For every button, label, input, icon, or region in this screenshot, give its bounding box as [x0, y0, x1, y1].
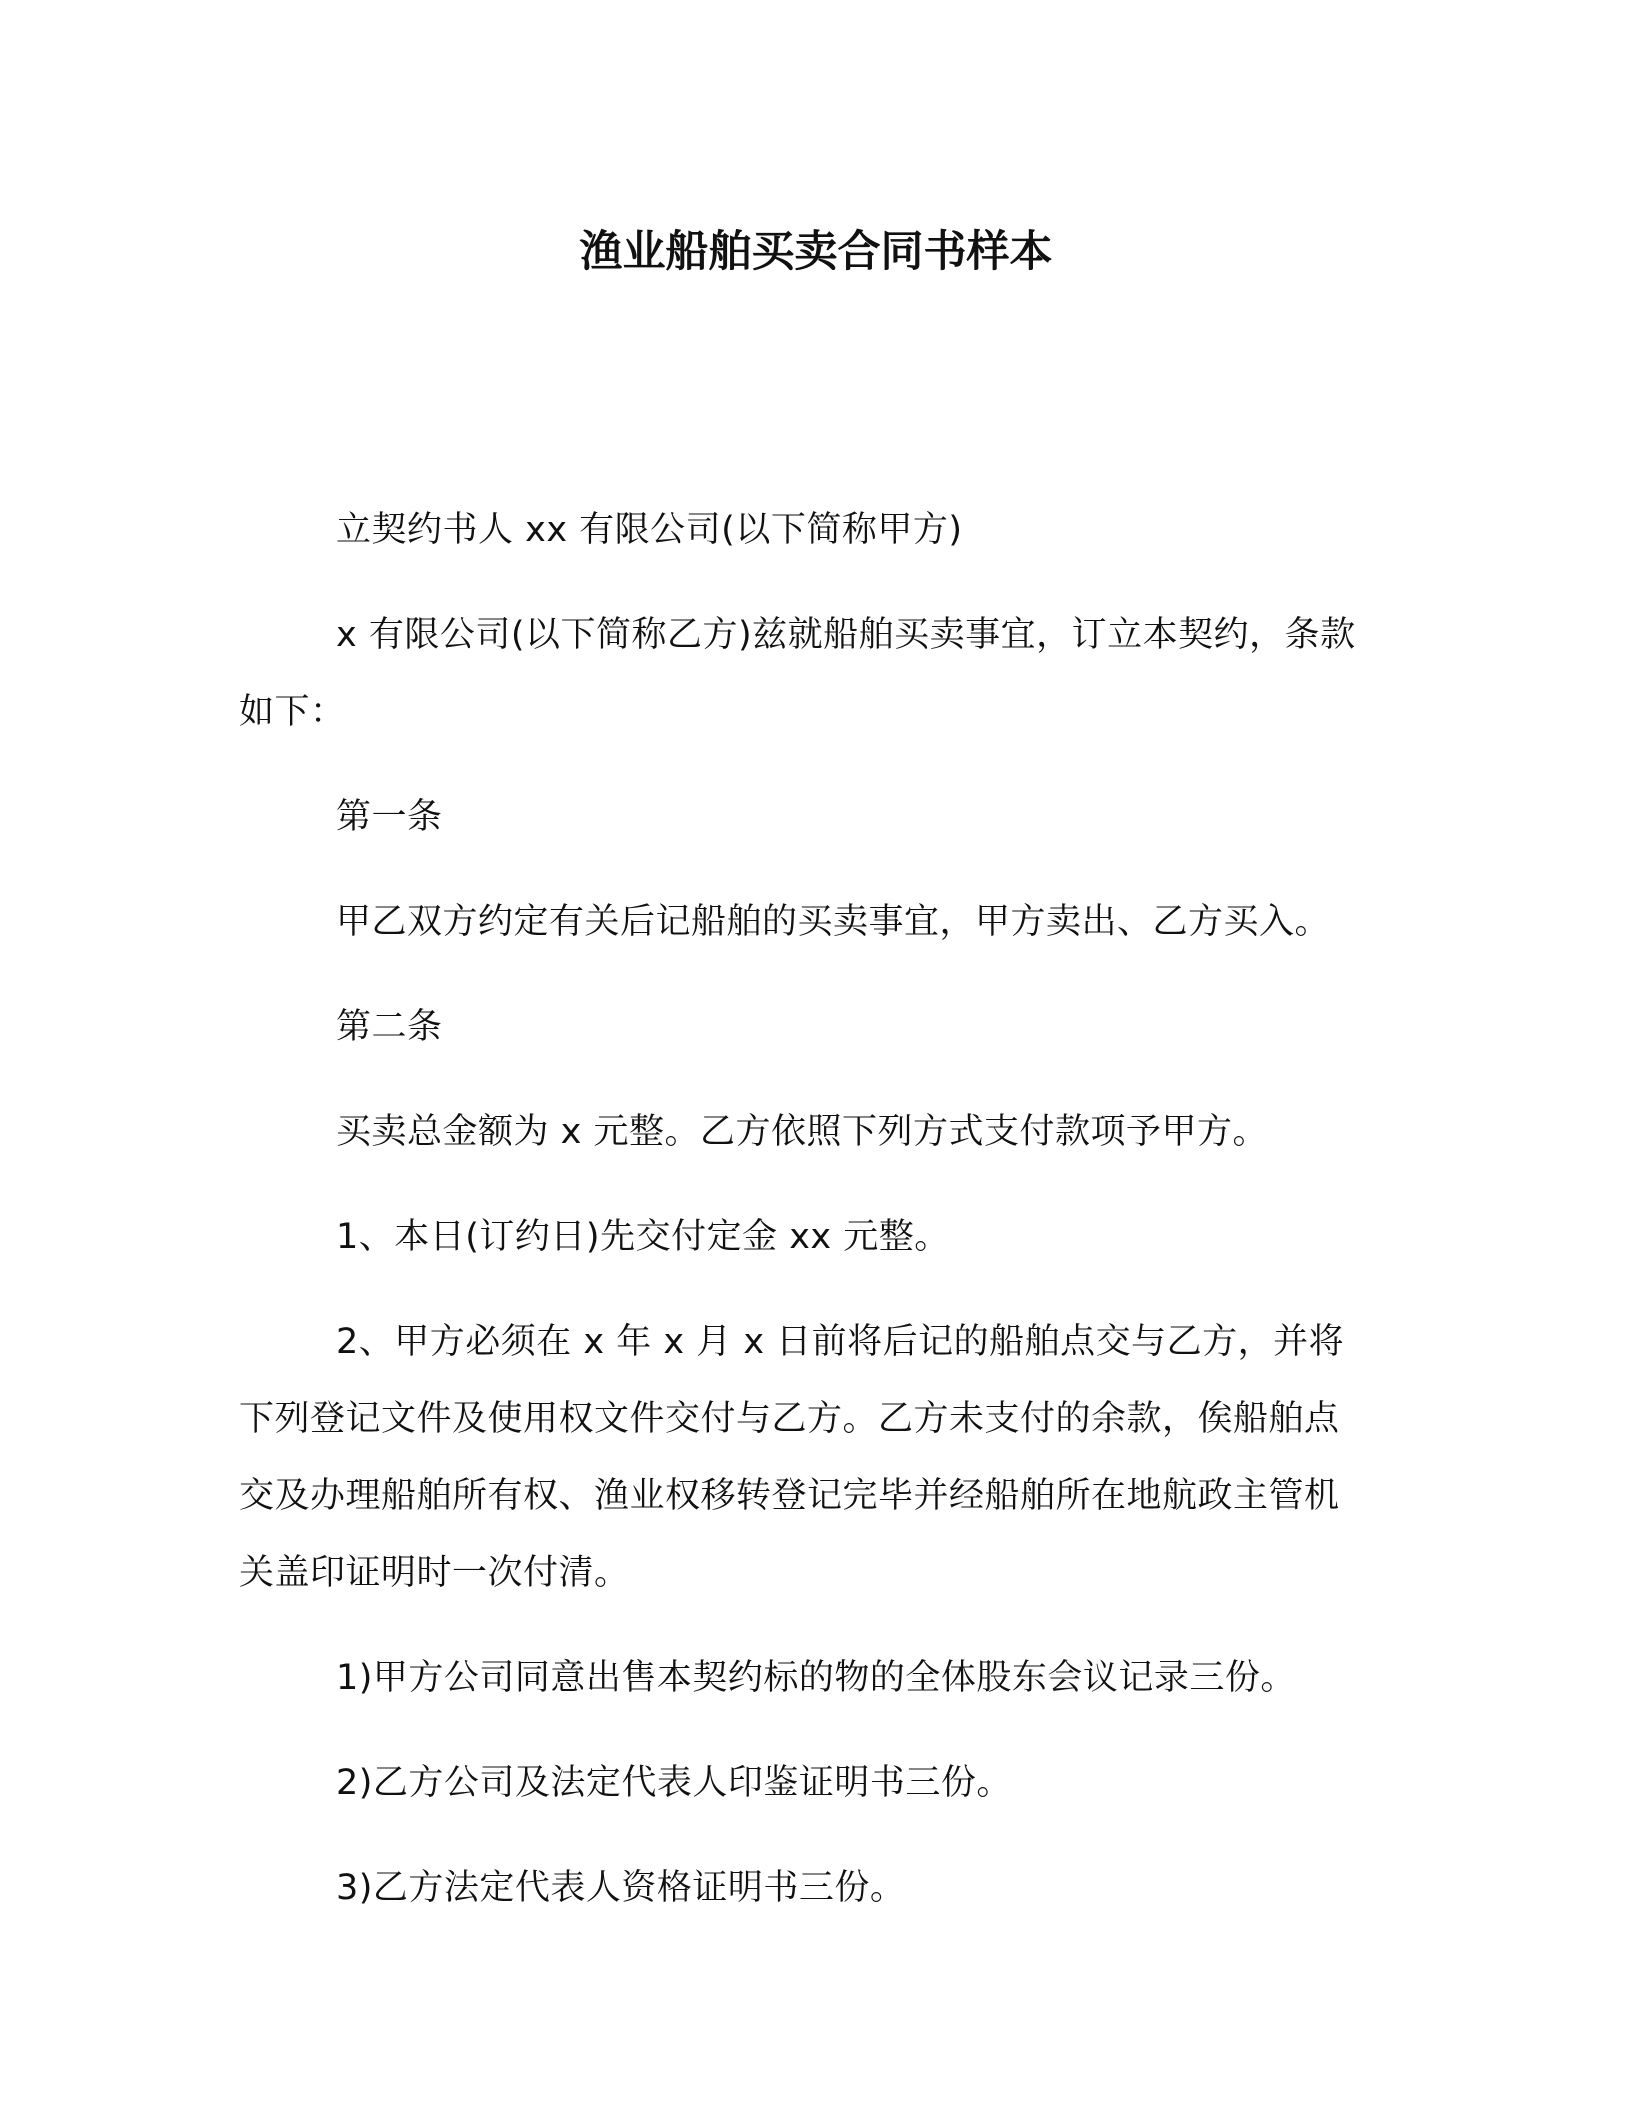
article-heading-1: 第一条: [336, 797, 443, 837]
document-list-item-2: 2)乙方公司及法定代表人印鉴证明书三份。: [336, 1763, 1012, 1803]
clause-item-1: 1、本日(订约日)先交付定金 xx 元整。: [336, 1217, 950, 1257]
paragraph-party-a: 立契约书人 xx 有限公司(以下简称甲方): [336, 510, 963, 550]
article-heading-2: 第二条: [336, 1007, 443, 1047]
article-2-text: 买卖总金额为 x 元整。乙方依照下列方式支付款项予甲方。: [336, 1112, 1268, 1152]
document-title: 渔业船舶买卖合同书样本: [579, 227, 1053, 277]
clause-item-2: 2、甲方必须在 x 年 x 月 x 日前将后记的船舶点交与乙方，并将下列登记文件及使用权文件交付与乙方。乙方未支付的余款，俟船舶点交及办理船舶所有权、渔业权移转登记完毕并经船舶所在地航政主管机关盖印证明时一次付清。: [239, 1322, 1345, 1593]
document-list-item-1: 1)甲方公司同意出售本契约标的物的全体股东会议记录三份。: [336, 1658, 1296, 1698]
document-body: [239, 492, 1367, 1955]
document-list-item-3: 3)乙方法定代表人资格证明书三份。: [336, 1868, 906, 1908]
article-1-text: 甲乙双方约定有关后记船舶的买卖事宜，甲方卖出、乙方买入。: [336, 902, 1331, 942]
paragraph-party-b: x 有限公司(以下简称乙方)兹就船舶买卖事宜，订立本契约，条款如下：: [239, 615, 1356, 732]
